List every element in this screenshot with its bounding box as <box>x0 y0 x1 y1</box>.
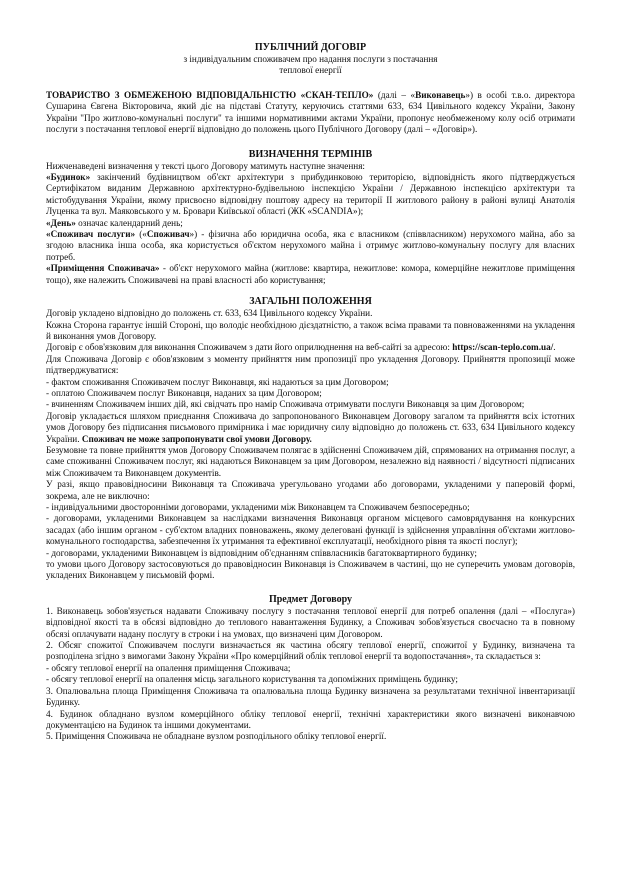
definitions-lead: Нижченаведені визначення у тексті цього Договору матимуть наступне значення: <box>46 160 365 171</box>
subject-clause-2: 2. Обсяг спожитої Споживачем послуги визначається як частина обсягу теплової енергії, спожитої у Будинку, визначена та розподілена згідно з вимогами Закону України «Про комерційний облік теплової енергії та водопостачання», та складається з: <box>46 640 575 662</box>
contract-type-item-2: - договорами, укладеними Виконавцем за наслідками визначення Виконавця органом місцевого самоврядування на конкурсних засадах (або іншим органом - суб'єктом владних повноважень, якому делеговані функції із здійснення управління об'єктами житлово-комунального господарства, забезпечення їх утримання та ефективної експлуатації, необхідного рівня та якості послуг); <box>46 513 575 547</box>
acceptance-item-2: - оплатою Споживачем послуг Виконавця, наданих за цим Договором; <box>46 387 322 398</box>
general-p3 <box>46 342 575 353</box>
subject-clause-1: 1. Виконавець зобов'язується надавати Споживачу послугу з постачання теплової енергії для потреб опалення (далі – «Послуга») відповідної якості та в обсязі відповідно до теплового навантаження Будинку, а Споживач зобов'язується своєчасно та в повному обсязі оплачувати надану послугу в строки і на умовах, що визначені цим Договором. <box>46 605 575 639</box>
general-p8: то умови цього Договору застосовуються до правовідносин Виконавця із Споживачем в частині, що не суперечить умовам договорів, укладених Виконавцем у письмовій формі. <box>46 559 575 581</box>
intro-text-1: (далі – « <box>373 90 416 100</box>
definition-day <box>46 218 575 229</box>
day-term: «День» <box>46 217 76 228</box>
definition-building <box>46 172 575 218</box>
consumer-text: ») - фізична або юридична особа, яка є власником (співвласником) нерухомого майна, або за згодою власника інша особа, яка користується об'єктом нерухомого майна і отримує житлово-комунальну послугу для власних потреб. <box>46 229 576 262</box>
executor-term: Виконавець <box>415 90 466 100</box>
document-subtitle-line1: з індивідуальним споживачем про надання послуги з постачання <box>183 54 438 64</box>
subject-clause-5: 5. Приміщення Споживача не обладнане вузлом розподільного обліку теплової енергії. <box>46 731 387 742</box>
premises-term: «Приміщення Споживача» <box>46 263 160 274</box>
website-link[interactable]: https://scan-teplo.com.ua/ <box>452 342 554 353</box>
intro-text-2: ») в особі т.в.о. директора Сушарина Євгена Вікторовича, який діє на підставі Статуту, керуючись статтями 633, 634 Цивільного кодексу України, Закону України "Про житлово-комунальні послуги" та іншими нормативними актами України, пропонує необмеженому колу осіб отримати послуги з постачання теплової енергії відповідно до положень цього Публічного Договору (далі – «Договір»). <box>46 90 576 135</box>
general-p6: Безумовне та повне прийняття умов Договору Споживачем полягає в здійсненні Споживачем дій, спрямованих на отримання послуг, а саме споживанні Споживачем послуг, які надаються Виконавцем за цим Договором, незалежно від наявності / відсутності підписаних між Споживачем та Виконавцем документів. <box>46 444 575 478</box>
subject-clause-4: 4. Будинок обладнано вузлом комерційного обліку теплової енергії, технічні характеристики якого визначені виконавчою документацією на Будинок та іншими документами. <box>46 708 575 730</box>
definitions-title: ВИЗНАЧЕННЯ ТЕРМІНІВ <box>248 148 373 160</box>
general-p2: Кожна Сторона гарантує іншій Стороні, що володіє необхідною дієздатністю, а також всіма правами та повноваженнями на укладення й виконання умов Договору. <box>46 319 575 341</box>
document-title: ПУБЛІЧНИЙ ДОГОВІР <box>254 42 367 53</box>
acceptance-item-1: - фактом споживання Споживачем послуг Виконавця, які надаються за цим Договором; <box>46 376 389 387</box>
definition-consumer <box>46 229 575 263</box>
contract-type-item-1: - індивідуальними двосторонніми договорами, укладеними між Виконавцем та Споживачем безпосередньо; <box>46 502 470 512</box>
general-p4: Для Споживача Договір є обов'язковим з моменту прийняття ним пропозиції про укладення Договору. Прийняття пропозиції може підтверджуватися: <box>46 353 575 376</box>
consumer-term: «Споживач послуги» <box>46 229 136 240</box>
consumer-term-short: Споживач <box>146 229 190 240</box>
building-text: закінчений будівництвом об'єкт архітектури з прибудинковою територією, відповідність якого підтверджується Сертифікатом виданим Державною архітектурно-будівельною інспекцією України / Державною інспекцією архітектури та містобудування України, якому присвоєно відповідну поштову адресу на території II житлового району в районі вулиці Анатолія Луценка та вул. Маяковського у м. Бровари Київської області (ЖК «SCANDIA»); <box>46 172 575 217</box>
acceptance-item-3: - вчиненням Споживачем інших дій, які свідчать про намір Споживача отримувати послуги Виконавця за цим Договором; <box>46 399 525 410</box>
subject-title: Предмет Договору <box>268 593 353 605</box>
subject-clause-2b: - обсягу теплової енергії на опалення місць загального користування та допоміжних приміщень будинку; <box>46 674 458 685</box>
title-block <box>46 42 575 76</box>
general-title: ЗАГАЛЬНІ ПОЛОЖЕННЯ <box>249 296 372 308</box>
document-subtitle-line2: теплової енергії <box>279 65 342 75</box>
subject-clause-2a: - обсягу теплової енергії на опалення приміщення Споживача; <box>46 662 291 673</box>
building-term: «Будинок» <box>46 172 91 183</box>
general-p1: Договір укладено відповідно до положень ст. 633, 634 Цивільного кодексу України. <box>46 308 373 319</box>
contract-type-item-3: - договорами, укладеними Виконавцем із відповідним об'єднанням співвласників багатоквартирного будинку; <box>46 547 477 558</box>
day-text: означає календарний день; <box>75 217 183 228</box>
subject-clause-3: 3. Опалювальна площа Приміщення Споживача та опалювальна площа Будинку визначена за результатами технічної інвентаризації Будинку. <box>46 685 575 708</box>
general-p5 <box>46 411 575 445</box>
definition-premises <box>46 263 575 286</box>
company-name: ТОВАРИСТВО З ОБМЕЖЕНОЮ ВІДПОВІДАЛЬНІСТЮ «СКАН-ТЕПЛО» <box>46 90 374 100</box>
general-p3-end: . <box>553 342 556 353</box>
general-p5-bold: Споживач не може запропонувати свої умови Договору. <box>81 433 312 444</box>
premises-text: - об'єкт нерухомого майна (житлове: квартира, нежитлове: комора, комерційне нежитлове приміщення тощо), яке належить Споживачеві на праві власності або користування; <box>46 263 575 285</box>
intro-paragraph <box>46 90 575 136</box>
general-p5-text: Договір укладається шляхом приєднання Споживача до запропонованого Виконавцем Договору загалом та прийняття всіх істотних умов Договору без підписання письмового примірника і має юридичну силу відповідно до положень ст. 633, 634 Цивільного кодексу України. <box>46 410 575 444</box>
consumer-mid: (« <box>135 229 147 240</box>
general-p3-text: Договір є обов'язковим для виконання Споживачем з дати його оприлюднення на веб-сайті за адресою: <box>46 342 453 353</box>
general-p7: У разі, якщо правовідносини Виконавця та Споживача урегульовано угодами або договорами, укладеними у паперовій формі, зокрема, але не виключно: <box>46 479 575 501</box>
